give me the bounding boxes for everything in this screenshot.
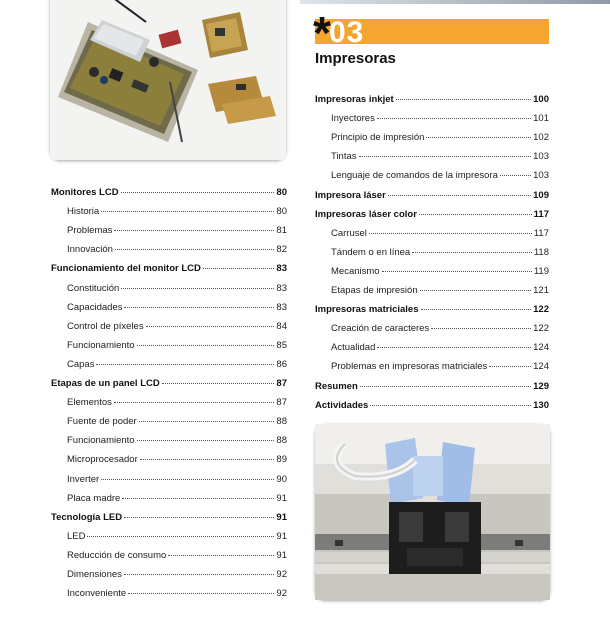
toc-entry-page: 124 (533, 361, 549, 373)
photo-printer-carriage (315, 424, 550, 600)
toc-entry (67, 205, 287, 218)
toc-entry (67, 530, 287, 543)
toc-entry-label: Microprocesador (67, 454, 138, 466)
toc-leader-dots (121, 192, 275, 193)
photo-lcd-circuit-boards (50, 0, 286, 160)
toc-entry-page: 88 (276, 416, 287, 428)
toc-entry-page: 83 (276, 282, 287, 294)
toc-entry (67, 358, 287, 371)
toc-entry (331, 131, 549, 144)
toc-entry (331, 341, 549, 354)
toc-entry (315, 208, 549, 221)
toc-entry-label: Capas (67, 358, 95, 370)
toc-entry-page: 103 (533, 170, 549, 182)
toc-entry-label: Tintas (331, 151, 357, 163)
toc-entry (331, 284, 549, 297)
toc-entry-label: Impresoras matriciales (315, 304, 419, 316)
toc-entry-label: Historia (67, 206, 100, 218)
toc-entry-page: 101 (533, 113, 549, 125)
toc-leader-dots (101, 211, 274, 212)
toc-entry-page: 87 (276, 378, 287, 389)
toc-entry-label: Monitores LCD (51, 187, 119, 198)
toc-entry-page: 121 (533, 285, 549, 296)
toc-leader-dots (388, 195, 531, 196)
toc-leader-dots (121, 288, 274, 289)
toc-entry-page: 91 (276, 530, 287, 542)
toc-entry-page: 118 (533, 246, 549, 258)
toc-leader-dots (137, 440, 275, 441)
toc-entry-label: Problemas (67, 225, 113, 237)
toc-leader-dots (426, 137, 531, 138)
toc-entry-label: Etapas de impresión (331, 285, 418, 296)
toc-entry-page: 92 (276, 588, 287, 600)
toc-entry-label: Funcionamiento del monitor LCD (51, 263, 201, 275)
toc-leader-dots (146, 326, 275, 327)
toc-entry-page: 81 (276, 225, 287, 237)
toc-leader-dots (359, 156, 532, 157)
toc-leader-dots (115, 249, 274, 250)
chapter-number: 03 (329, 16, 365, 49)
toc-entry-label: Constitución (67, 282, 120, 294)
toc-entry (315, 93, 549, 106)
toc-entry (331, 150, 549, 163)
toc-leader-dots (360, 386, 531, 387)
toc-entry-page: 82 (276, 244, 287, 256)
toc-entry-label: Resumen (315, 380, 358, 392)
toc-entry (315, 189, 549, 202)
toc-entry-label: Funcionamiento (67, 339, 135, 351)
toc-leader-dots (420, 290, 532, 291)
toc-entry (331, 112, 549, 125)
toc-entry-label: Innovación (67, 244, 113, 256)
toc-leader-dots (489, 366, 531, 367)
toc-leader-dots (140, 459, 275, 460)
toc-entry-page: 92 (276, 569, 287, 580)
toc-entry-label: Dimensiones (67, 569, 122, 580)
toc-entry-page: 129 (533, 380, 549, 392)
toc-entry-page: 80 (276, 187, 287, 198)
toc-entry-label: Control de píxeles (67, 320, 144, 332)
toc-leader-dots (203, 268, 275, 269)
chapter-title: Impresoras (315, 50, 396, 67)
toc-entry (315, 399, 549, 412)
toc-entry (67, 224, 287, 237)
toc-entry-label: Elementos (67, 397, 112, 409)
toc-entry (67, 282, 287, 295)
toc-entry-page: 91 (276, 492, 287, 504)
toc-entry-label: Inyectores (331, 113, 375, 125)
toc-entry-label: Impresoras láser color (315, 208, 417, 220)
toc-entry (67, 434, 287, 447)
toc-entry (67, 492, 287, 505)
toc-entry (331, 246, 549, 259)
toc-entry-page: 87 (276, 397, 287, 409)
toc-entry-page: 83 (276, 263, 287, 275)
toc-entry-page: 86 (276, 358, 287, 370)
toc-leader-dots (114, 402, 275, 403)
toc-leader-dots (139, 421, 275, 422)
toc-entry-label: Reducción de consumo (67, 549, 167, 561)
toc-entry-label: Tándem o en línea (331, 246, 411, 258)
toc-leader-dots (377, 347, 531, 348)
toc-entry-page: 109 (533, 189, 549, 201)
toc-leader-dots (370, 405, 531, 406)
toc-entry (331, 265, 549, 278)
toc-entry-page: 119 (533, 265, 549, 277)
toc-entry-label: LED (67, 530, 86, 542)
toc-entry (67, 301, 287, 314)
toc-entry (67, 320, 287, 333)
toc-leader-dots (377, 118, 531, 119)
toc-entry-label: Fuente de poder (67, 416, 137, 428)
toc-entry-page: 91 (276, 549, 287, 561)
toc-entry (331, 169, 549, 182)
toc-entry-page: 117 (533, 227, 549, 239)
toc-entry-page: 88 (276, 435, 287, 447)
toc-entry (67, 415, 287, 428)
toc-leader-dots (396, 99, 531, 100)
toc-entry (51, 377, 287, 390)
toc-leader-dots (124, 307, 274, 308)
toc-entry-page: 89 (276, 454, 287, 466)
toc-entry-page: 90 (276, 473, 287, 485)
toc-leader-dots (168, 555, 274, 556)
toc-entry-label: Placa madre (67, 492, 121, 504)
toc-leader-dots (101, 479, 274, 480)
toc-leader-dots (124, 517, 274, 518)
toc-entry (67, 568, 287, 581)
toc-leader-dots (114, 230, 274, 231)
toc-entry (315, 380, 549, 393)
header-gradient-bar (300, 0, 610, 4)
toc-leader-dots (128, 593, 274, 594)
toc-entry (331, 227, 549, 240)
toc-entry (67, 396, 287, 409)
toc-entry-label: Carrusel (331, 227, 367, 239)
toc-leader-dots (412, 252, 532, 253)
toc-leader-dots (162, 383, 275, 384)
toc-entry-label: Problemas en impresoras matriciales (331, 361, 488, 373)
toc-entry (67, 453, 287, 466)
toc-entry (331, 322, 549, 335)
toc-entry-page: 83 (276, 301, 287, 313)
toc-entry-label: Actividades (315, 399, 369, 411)
toc-leader-dots (87, 536, 274, 537)
chapter-asterisk: * (313, 7, 331, 59)
toc-entry (67, 243, 287, 256)
toc-entry-page: 122 (533, 323, 549, 335)
toc-entry-page: 80 (276, 206, 287, 218)
toc-entry (67, 473, 287, 486)
toc-entry-label: Capacidades (67, 301, 123, 313)
toc-leader-dots (382, 271, 532, 272)
toc-leader-dots (421, 309, 532, 310)
toc-entry-label: Principio de impresión (331, 132, 425, 144)
toc-leader-dots (419, 214, 532, 215)
toc-entry-page: 124 (533, 342, 549, 354)
toc-entry-page: 102 (533, 132, 549, 144)
toc-entry-label: Tecnología LED (51, 511, 123, 523)
toc-entry-page: 130 (533, 399, 549, 411)
toc-leader-dots (369, 233, 532, 234)
toc-leader-dots (124, 574, 275, 575)
toc-entry-label: Actualidad (331, 342, 376, 354)
toc-entry-label: Lenguaje de comandos de la impresora (331, 170, 498, 182)
toc-entry (51, 511, 287, 524)
toc-entry-label: Funcionamiento (67, 435, 135, 447)
toc-entry (67, 339, 287, 352)
toc-entry-label: Creación de caracteres (331, 323, 430, 335)
toc-leader-dots (137, 345, 275, 346)
toc-entry-page: 84 (276, 320, 287, 332)
toc-entry-page: 100 (533, 94, 549, 105)
toc-entry-page: 117 (533, 208, 549, 220)
toc-entry-page: 85 (276, 339, 287, 351)
toc-entry (67, 587, 287, 600)
toc-entry (331, 360, 549, 373)
toc-entry (315, 303, 549, 316)
toc-entry-label: Inconveniente (67, 588, 127, 600)
toc-entry (51, 186, 287, 199)
toc-entry-label: Mecanismo (331, 265, 380, 277)
toc-leader-dots (431, 328, 531, 329)
toc-entry-page: 103 (533, 151, 549, 163)
toc-entry-label: Impresora láser (315, 189, 386, 201)
toc-entry-label: Etapas de un panel LCD (51, 378, 160, 389)
toc-entry-label: Impresoras inkjet (315, 94, 394, 105)
toc-entry-page: 91 (276, 511, 287, 523)
toc-leader-dots (500, 175, 531, 176)
toc-leader-dots (122, 498, 274, 499)
toc-entry-label: Inverter (67, 473, 100, 485)
toc-entry (67, 549, 287, 562)
toc-entry (51, 262, 287, 275)
toc-leader-dots (96, 364, 274, 365)
toc-entry-page: 122 (533, 304, 549, 316)
